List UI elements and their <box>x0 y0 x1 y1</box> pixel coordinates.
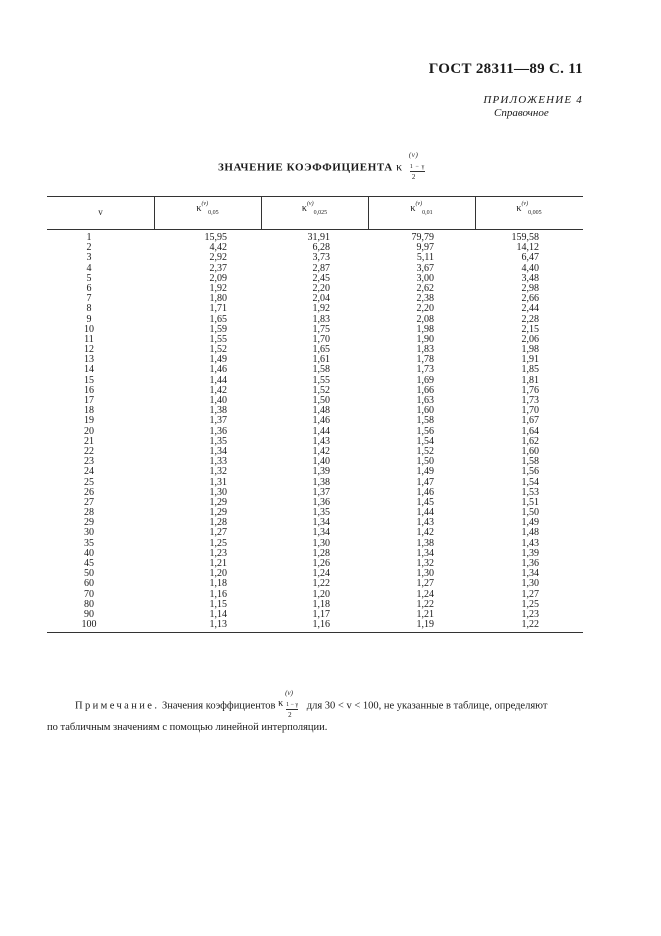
cell-value: 1,29 <box>209 496 227 508</box>
cell-value: 1,21 <box>209 558 227 569</box>
cell-v: 1 <box>86 232 92 243</box>
table-bottom-rule <box>47 632 583 633</box>
cell-value: 1,58 <box>521 456 539 468</box>
cell-value: 1,59 <box>209 323 227 335</box>
note-kappa-index: κ (v) 1 − γ 2 <box>278 689 299 719</box>
cell-value: 1,49 <box>416 466 434 478</box>
cell-value: 1,27 <box>521 588 539 600</box>
cell-value: 1,24 <box>312 568 330 580</box>
cell-v: 8 <box>86 303 92 315</box>
cell-value: 1,21 <box>416 608 434 620</box>
cell-value: 1,34 <box>312 517 330 529</box>
cell-value: 1,36 <box>209 425 227 437</box>
cell-value: 1,18 <box>312 598 330 610</box>
cell-value: 1,60 <box>521 445 539 457</box>
cell-value: 1,34 <box>209 445 227 457</box>
cell-value: 3,73 <box>312 252 330 264</box>
header-k0025: $\kappa^{(v)}_{0,025}$ <box>301 201 328 216</box>
cell-value: 1,35 <box>312 507 330 519</box>
cell-value: 1,73 <box>416 364 434 376</box>
cell-v: 22 <box>84 445 94 457</box>
cell-value: 1,36 <box>521 558 539 569</box>
cell-value: 3,00 <box>416 272 434 284</box>
cell-value: 1,52 <box>209 344 227 356</box>
cell-value: 2,98 <box>521 282 539 294</box>
cell-value: 1,39 <box>312 466 330 478</box>
cell-v: 17 <box>84 395 94 406</box>
cell-v: 23 <box>84 456 94 468</box>
cell-value: 1,73 <box>521 395 539 406</box>
cell-value: 1,67 <box>521 415 539 427</box>
cell-v: 2 <box>86 242 92 254</box>
cell-value: 1,44 <box>312 425 330 437</box>
cell-value: 4,40 <box>521 262 539 274</box>
table-header <box>47 196 583 230</box>
cell-value: 2,15 <box>521 323 539 335</box>
cell-value: 1,66 <box>416 384 434 396</box>
cell-value: 1,23 <box>209 547 227 559</box>
cell-value: 1,42 <box>209 384 227 396</box>
cell-value: 1,92 <box>312 303 330 315</box>
cell-value: 4,42 <box>209 242 227 254</box>
cell-value: 1,61 <box>312 354 330 366</box>
cell-value: 1,15 <box>209 598 227 610</box>
cell-v: 60 <box>84 578 94 590</box>
cell-v: 30 <box>84 527 94 539</box>
cell-value: 1,47 <box>416 476 434 488</box>
cell-value: 2,20 <box>416 303 434 315</box>
cell-value: 1,22 <box>521 619 539 631</box>
cell-value: 1,32 <box>416 558 434 569</box>
cell-value: 1,50 <box>416 456 434 468</box>
cell-value: 1,56 <box>416 425 434 437</box>
cell-value: 1,18 <box>209 578 227 590</box>
cell-value: 1,43 <box>521 537 539 549</box>
cell-value: 1,42 <box>416 527 434 539</box>
cell-v: 18 <box>84 405 94 417</box>
note-continuation: по табличным значениям с помощью линейной интерполяции. <box>47 722 328 733</box>
cell-value: 1,25 <box>209 537 227 549</box>
cell-value: 1,40 <box>312 456 330 468</box>
cell-value: 1,78 <box>416 354 434 366</box>
cell-value: 1,52 <box>312 384 330 396</box>
cell-value: 1,69 <box>416 374 434 386</box>
cell-value: 2,09 <box>209 272 227 284</box>
cell-value: 1,34 <box>416 547 434 559</box>
cell-value: 31,91 <box>307 232 330 243</box>
cell-value: 1,76 <box>521 384 539 396</box>
cell-v: 16 <box>84 384 94 396</box>
cell-value: 1,75 <box>312 323 330 335</box>
cell-value: 2,04 <box>312 293 330 305</box>
cell-v: 5 <box>86 272 92 284</box>
cell-value: 1,58 <box>312 364 330 376</box>
cell-value: 1,71 <box>209 303 227 315</box>
cell-value: 5,11 <box>416 252 434 264</box>
cell-v: 6 <box>86 282 92 294</box>
appendix-sublabel: Справочное <box>494 107 549 119</box>
table-row <box>47 620 583 630</box>
cell-value: 1,14 <box>209 608 227 620</box>
cell-value: 1,48 <box>312 405 330 417</box>
appendix-label: ПРИЛОЖЕНИЕ 4 <box>483 94 583 106</box>
cell-value: 2,28 <box>521 313 539 325</box>
cell-value: 3,48 <box>521 272 539 284</box>
cell-value: 1,44 <box>416 507 434 519</box>
cell-value: 1,22 <box>416 598 434 610</box>
cell-value: 1,38 <box>209 405 227 417</box>
coefficient-table <box>47 196 583 633</box>
cell-value: 1,46 <box>209 364 227 376</box>
cell-value: 1,55 <box>312 374 330 386</box>
cell-value: 1,17 <box>312 608 330 620</box>
table-row <box>47 304 583 314</box>
header-k0005: $\kappa^{(v)}_{0,005}$ <box>516 201 542 216</box>
cell-v: 4 <box>86 262 92 274</box>
cell-value: 1,28 <box>209 517 227 529</box>
note-text-after: для 30 < v < 100, не указанные в таблице, определяют <box>306 700 548 712</box>
cell-value: 1,92 <box>209 282 227 294</box>
cell-value: 1,46 <box>416 486 434 498</box>
cell-v: 10 <box>84 323 94 335</box>
cell-v: 20 <box>84 425 94 437</box>
cell-v: 90 <box>84 608 94 620</box>
cell-value: 1,27 <box>209 527 227 539</box>
cell-value: 1,81 <box>521 374 539 386</box>
cell-v: 13 <box>84 354 94 366</box>
cell-v: 25 <box>84 476 94 488</box>
cell-value: 1,30 <box>521 578 539 590</box>
cell-value: 1,50 <box>521 507 539 519</box>
cell-value: 1,37 <box>312 486 330 498</box>
cell-value: 1,32 <box>209 466 227 478</box>
cell-v: 21 <box>84 435 94 447</box>
cell-value: 1,53 <box>521 486 539 498</box>
cell-value: 1,28 <box>312 547 330 559</box>
cell-v: 70 <box>84 588 94 600</box>
cell-v: 7 <box>86 293 92 305</box>
cell-v: 28 <box>84 507 94 519</box>
cell-value: 1,31 <box>209 476 227 488</box>
cell-value: 1,43 <box>312 435 330 447</box>
cell-value: 1,49 <box>521 517 539 529</box>
cell-value: 1,70 <box>521 405 539 417</box>
cell-v: 80 <box>84 598 94 610</box>
kappa-symbol: κ <box>396 159 403 174</box>
cell-value: 1,30 <box>416 568 434 580</box>
cell-value: 1,36 <box>312 496 330 508</box>
cell-value: 2,06 <box>521 333 539 345</box>
cell-v: 14 <box>84 364 94 376</box>
cell-value: 1,30 <box>312 537 330 549</box>
cell-value: 1,49 <box>209 354 227 366</box>
cell-value: 1,80 <box>209 293 227 305</box>
cell-value: 1,64 <box>521 425 539 437</box>
cell-value: 1,55 <box>209 333 227 345</box>
cell-value: 2,87 <box>312 262 330 274</box>
cell-value: 14,12 <box>516 242 539 254</box>
cell-value: 1,22 <box>312 578 330 590</box>
cell-value: 1,37 <box>209 415 227 427</box>
cell-value: 1,29 <box>209 507 227 519</box>
cell-value: 1,24 <box>416 588 434 600</box>
cell-value: 2,08 <box>416 313 434 325</box>
cell-v: 12 <box>84 344 94 356</box>
table-title-text: ЗНАЧЕНИЕ КОЭФФИЦИЕНТА <box>218 161 393 174</box>
cell-v: 29 <box>84 517 94 529</box>
table-row <box>47 467 583 477</box>
table-title <box>218 151 425 181</box>
kappa-index: (v) 1 − γ 2 <box>408 151 425 181</box>
cell-value: 1,20 <box>312 588 330 600</box>
cell-value: 1,83 <box>416 344 434 356</box>
header-k001: $\kappa^{(v)}_{0,01}$ <box>410 201 433 216</box>
cell-value: 6,28 <box>312 242 330 254</box>
header-v: v <box>98 207 103 217</box>
cell-value: 79,79 <box>411 232 434 243</box>
cell-value: 1,25 <box>521 598 539 610</box>
cell-v: 3 <box>86 252 92 264</box>
cell-value: 159,58 <box>511 232 539 243</box>
cell-value: 1,40 <box>209 395 227 406</box>
cell-value: 6,47 <box>521 252 539 264</box>
cell-value: 1,52 <box>416 445 434 457</box>
cell-v: 19 <box>84 415 94 427</box>
cell-value: 1,33 <box>209 456 227 468</box>
cell-value: 1,16 <box>209 588 227 600</box>
cell-value: 2,92 <box>209 252 227 264</box>
cell-value: 1,26 <box>312 558 330 569</box>
cell-value: 1,39 <box>521 547 539 559</box>
cell-value: 2,62 <box>416 282 434 294</box>
cell-value: 1,44 <box>209 374 227 386</box>
cell-value: 1,48 <box>521 527 539 539</box>
cell-value: 1,50 <box>312 395 330 406</box>
cell-value: 1,70 <box>312 333 330 345</box>
cell-value: 1,98 <box>521 344 539 356</box>
cell-value: 1,65 <box>209 313 227 325</box>
cell-v: 11 <box>84 333 94 345</box>
cell-value: 1,43 <box>416 517 434 529</box>
cell-v: 9 <box>86 313 92 325</box>
cell-value: 1,19 <box>416 619 434 631</box>
cell-value: 2,20 <box>312 282 330 294</box>
cell-v: 27 <box>84 496 94 508</box>
note <box>75 689 548 719</box>
cell-v: 26 <box>84 486 94 498</box>
cell-value: 2,45 <box>312 272 330 284</box>
cell-v: 100 <box>81 619 97 631</box>
cell-value: 1,23 <box>521 608 539 620</box>
cell-value: 1,62 <box>521 435 539 447</box>
cell-value: 1,38 <box>312 476 330 488</box>
cell-value: 1,45 <box>416 496 434 508</box>
cell-v: 40 <box>84 547 94 559</box>
cell-value: 1,63 <box>416 395 434 406</box>
cell-value: 1,34 <box>521 568 539 580</box>
cell-value: 2,66 <box>521 293 539 305</box>
cell-value: 1,54 <box>521 476 539 488</box>
note-label: Примечание. <box>75 700 160 712</box>
cell-value: 1,54 <box>416 435 434 447</box>
cell-value: 3,67 <box>416 262 434 274</box>
cell-value: 1,90 <box>416 333 434 345</box>
cell-value: 1,34 <box>312 527 330 539</box>
cell-value: 2,44 <box>521 303 539 315</box>
cell-value: 1,91 <box>521 354 539 366</box>
cell-value: 1,51 <box>521 496 539 508</box>
cell-value: 1,65 <box>312 344 330 356</box>
cell-value: 1,27 <box>416 578 434 590</box>
cell-value: 1,20 <box>209 568 227 580</box>
cell-value: 1,60 <box>416 405 434 417</box>
cell-value: 2,37 <box>209 262 227 274</box>
cell-value: 15,95 <box>204 232 227 243</box>
cell-value: 1,35 <box>209 435 227 447</box>
table-body <box>47 233 583 630</box>
cell-v: 24 <box>84 466 94 478</box>
note-text-before: Значения коэффициентов <box>162 700 276 712</box>
cell-value: 9,97 <box>416 242 434 254</box>
cell-value: 1,56 <box>521 466 539 478</box>
cell-value: 1,13 <box>209 619 227 631</box>
cell-value: 1,98 <box>416 323 434 335</box>
cell-v: 50 <box>84 568 94 580</box>
document-header: ГОСТ 28311—89 С. 11 <box>428 61 583 77</box>
cell-value: 1,83 <box>312 313 330 325</box>
header-k005: $\kappa^{(v)}_{0,05}$ <box>196 201 219 216</box>
cell-v: 15 <box>84 374 94 386</box>
cell-value: 1,58 <box>416 415 434 427</box>
cell-value: 2,38 <box>416 293 434 305</box>
cell-v: 45 <box>84 558 94 569</box>
cell-v: 35 <box>84 537 94 549</box>
cell-value: 1,16 <box>312 619 330 631</box>
cell-value: 1,42 <box>312 445 330 457</box>
cell-value: 1,30 <box>209 486 227 498</box>
cell-value: 1,46 <box>312 415 330 427</box>
cell-value: 1,38 <box>416 537 434 549</box>
cell-value: 1,85 <box>521 364 539 376</box>
